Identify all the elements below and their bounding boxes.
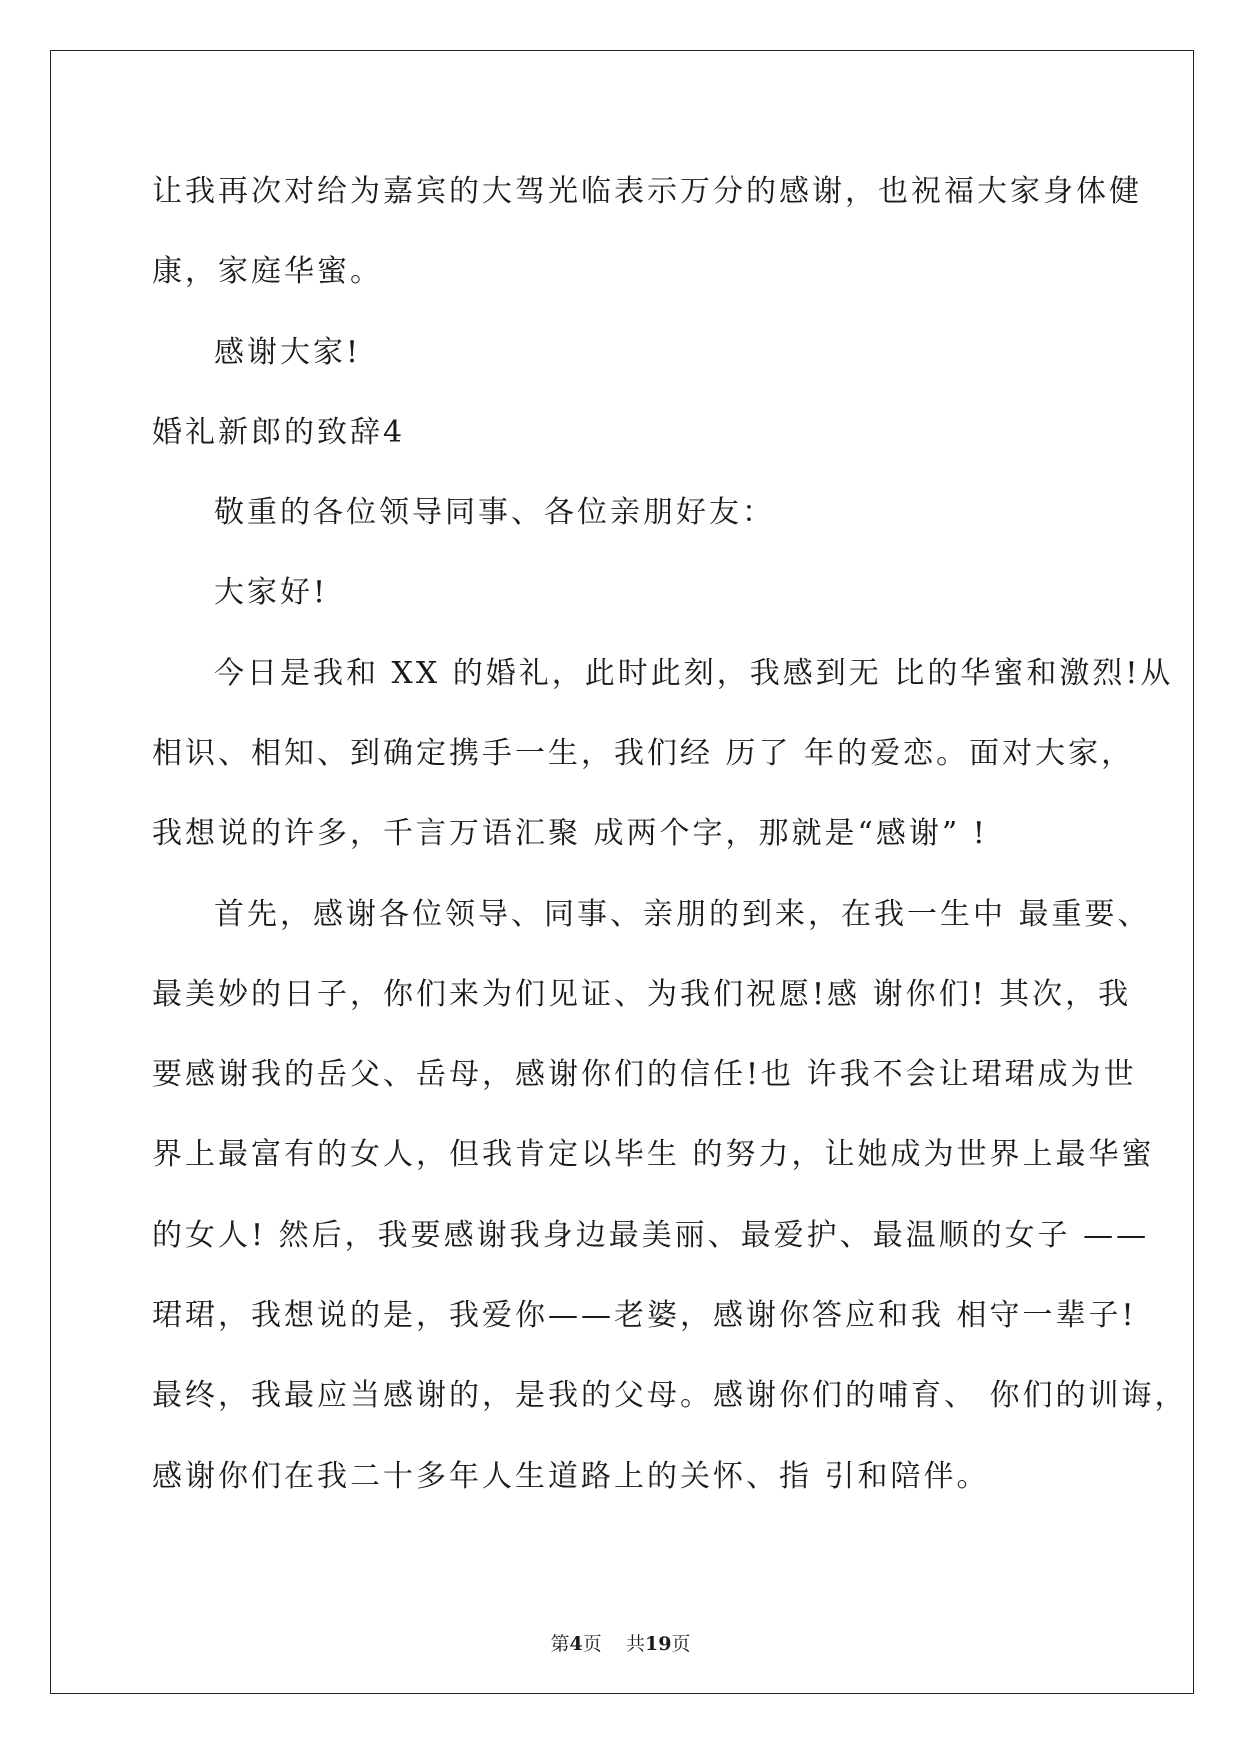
paragraph-line: 最美妙的日子，你们来为们见证、为我们祝愿!感 谢你们! 其次，我 [152, 977, 1132, 1012]
page-border [50, 50, 1194, 1694]
paragraph-line: 首先，感谢各位领导、同事、亲朋的到来，在我一生中 最重要、 [214, 897, 1151, 932]
paragraph-line: 要感谢我的岳父、岳母，感谢你们的信任!也 许我不会让珺珺成为世 [152, 1057, 1137, 1092]
paragraph-line: 让我再次对给为嘉宾的大驾光临表示万分的感谢，也祝福大家身体健 [152, 174, 1142, 209]
salutation: 敬重的各位领导同事、各位亲朋好友： [214, 495, 775, 530]
total-pages: 19 [644, 1633, 672, 1655]
paragraph-line: 的女人! 然后，我要感谢我身边最美丽、最爱护、最温顺的女子 —— [152, 1218, 1150, 1253]
greeting: 大家好! [214, 575, 329, 610]
paragraph-line: 今日是我和 XX 的婚礼，此时此刻，我感到无 比的华蜜和激烈!从 [214, 656, 1174, 691]
paragraph-line: 相识、相知、到确定携手一生，我们经 历了 年的爱恋。面对大家， [152, 736, 1135, 771]
paragraph-line: 最终，我最应当感谢的，是我的父母。感谢你们的哺育、 你们的训诲， [152, 1378, 1188, 1413]
footer-total-prefix: 共 [625, 1633, 645, 1655]
paragraph-line: 感谢你们在我二十多年人生道路上的关怀、指 引和陪伴。 [152, 1459, 990, 1494]
section-heading: 婚礼新郎的致辞4 [152, 415, 406, 450]
page-number: 4 [569, 1633, 583, 1655]
footer-prefix: 第 [550, 1633, 570, 1655]
footer-page-suffix: 页 [582, 1633, 602, 1655]
paragraph-line: 康，家庭华蜜。 [152, 254, 383, 289]
paragraph-line: 界上最富有的女人，但我肯定以毕生 的努力，让她成为世界上最华蜜 [152, 1137, 1155, 1172]
footer-total-suffix: 页 [671, 1633, 691, 1655]
paragraph-line: 感谢大家! [214, 335, 362, 370]
paragraph-line: 我想说的许多，千言万语汇聚 成两个字，那就是“感谢” ! [152, 816, 988, 851]
page-footer [0, 1629, 1241, 1656]
paragraph-line: 珺珺，我想说的是，我爱你——老婆，感谢你答应和我 相守一辈子! [152, 1298, 1137, 1333]
